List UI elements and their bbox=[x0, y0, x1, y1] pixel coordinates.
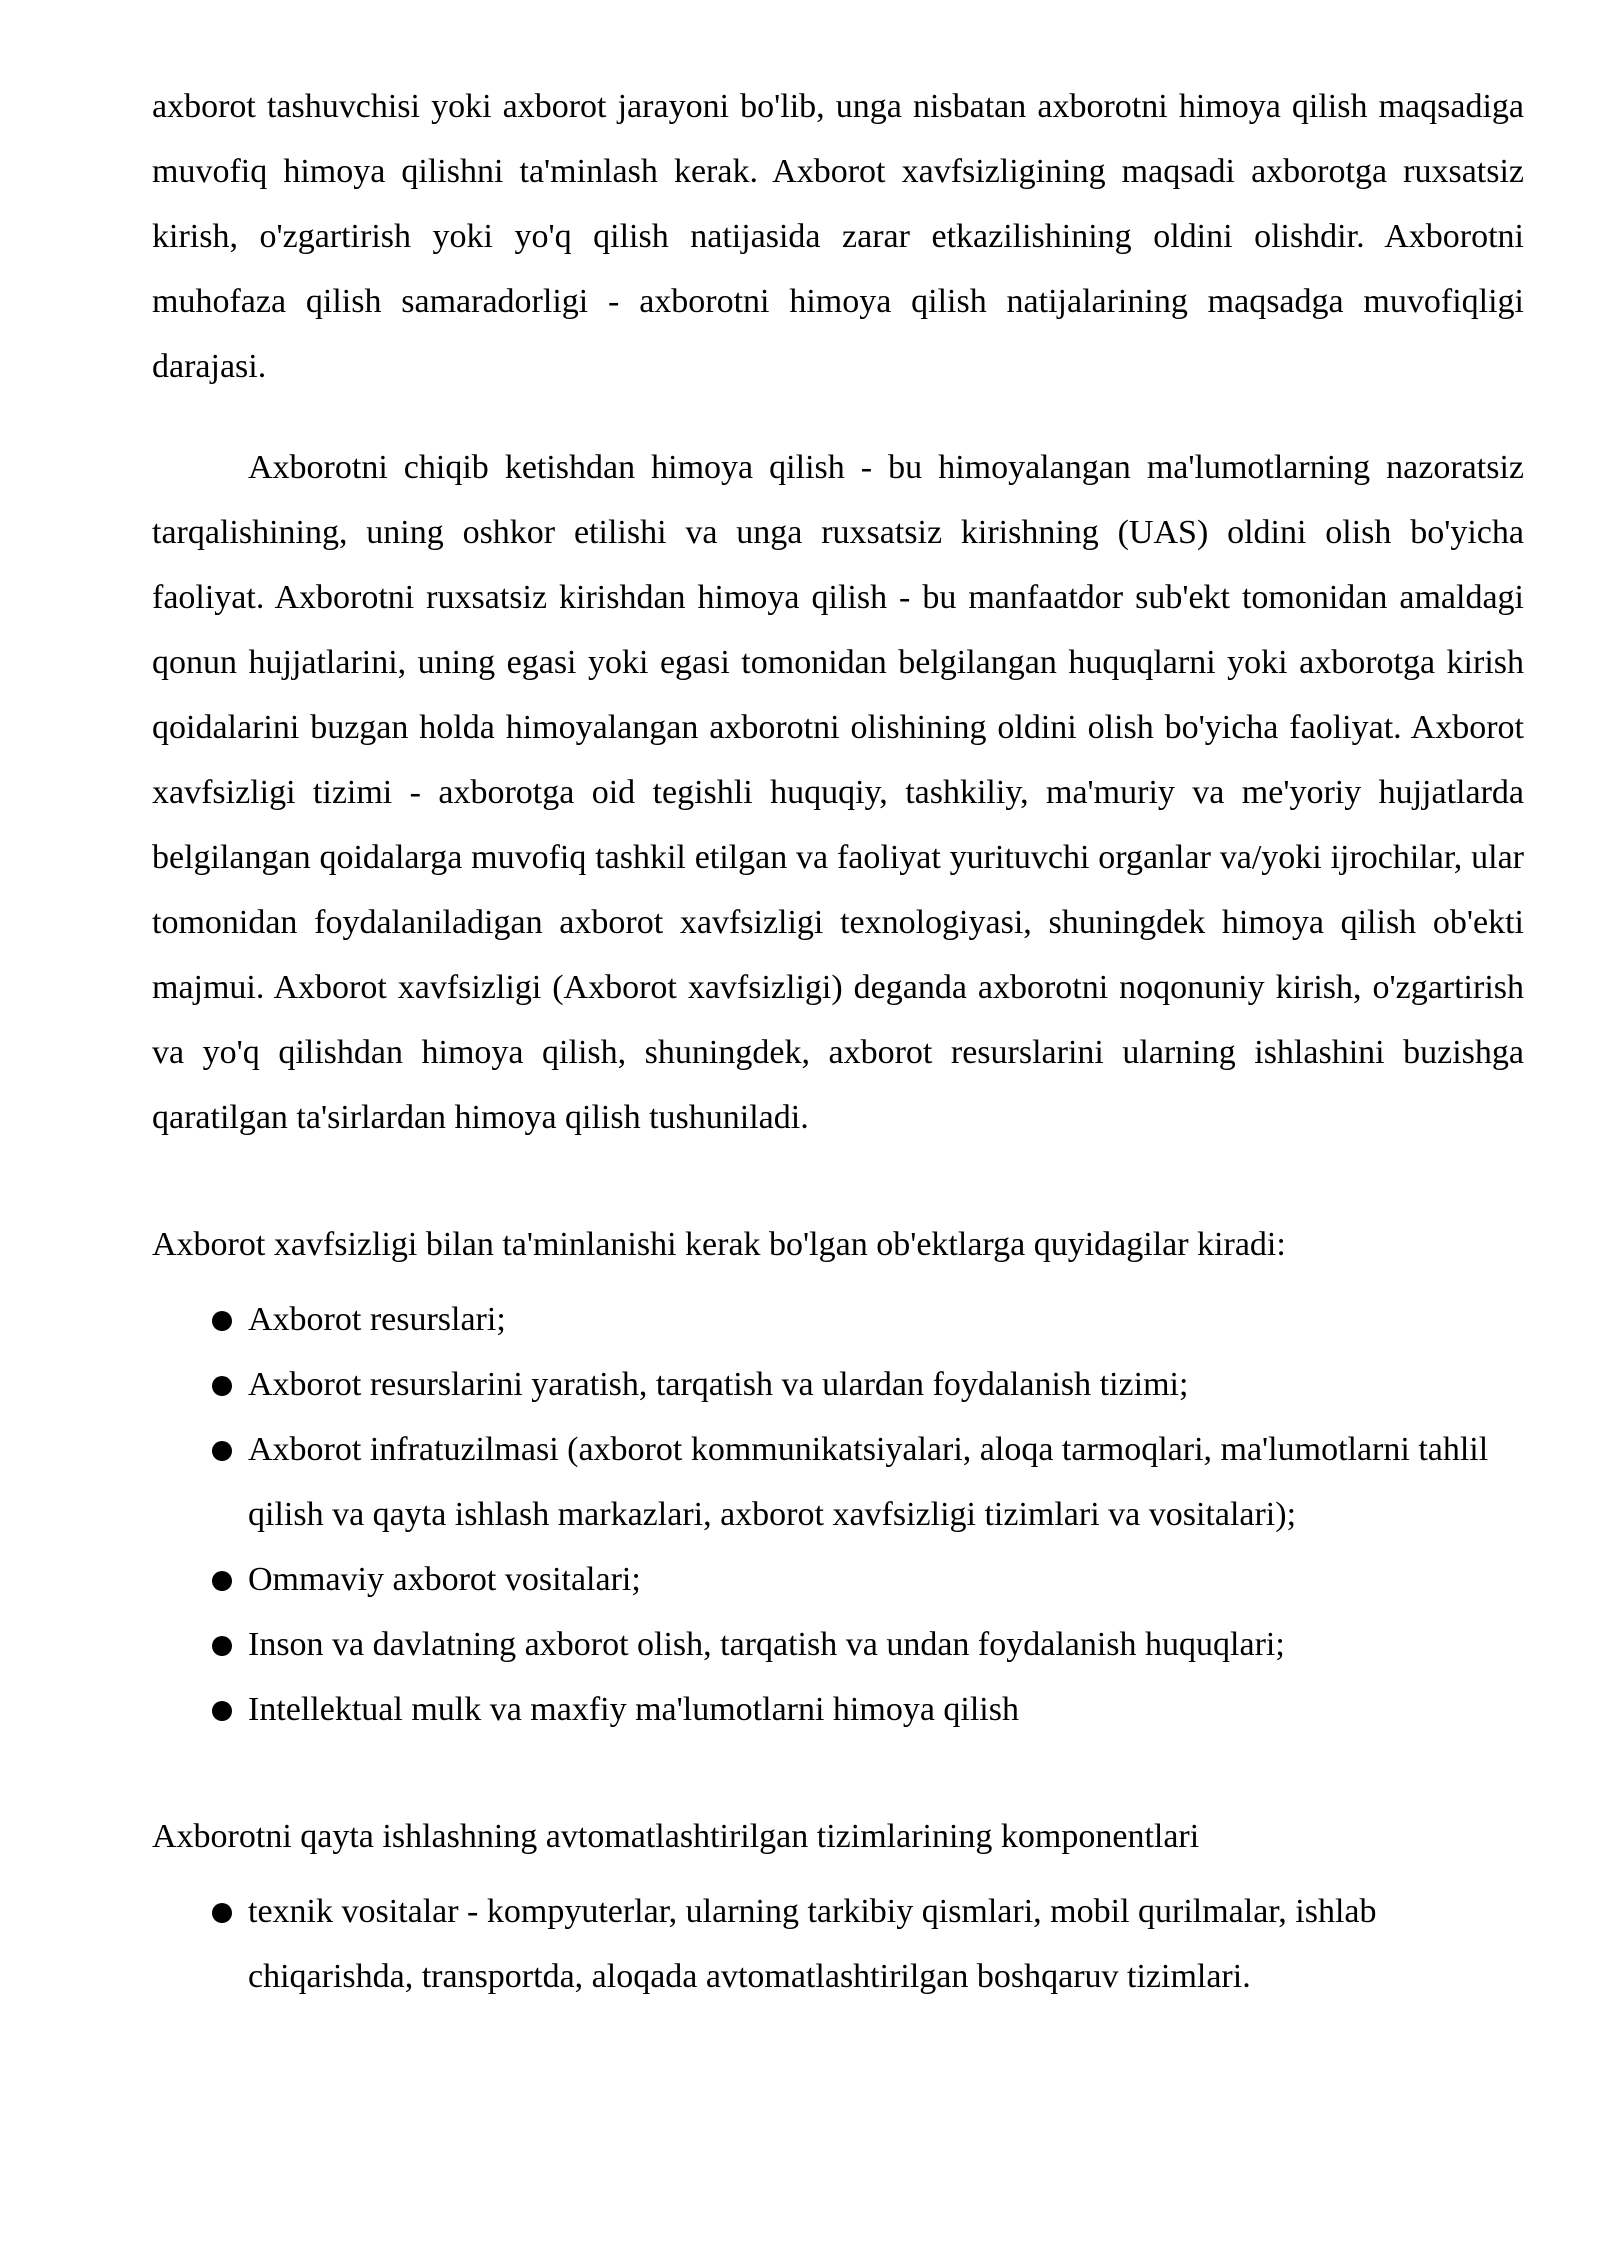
list-item-text: Axborot infratuzilmasi (axborot kommunikatsiyalari, aloqa tarmoqlari, ma'lumotlarni tahlil qilish va qayta ishlash markazlari, axborot xavfsizligi tizimlari va vositalari); bbox=[248, 1431, 1489, 1533]
bullet-dot-icon bbox=[212, 1311, 232, 1331]
list-item bbox=[248, 1352, 1524, 1417]
list-item bbox=[248, 1677, 1524, 1742]
list-item-text: texnik vositalar - kompyuterlar, ularning tarkibiy qismlari, mobil qurilmalar, ishlab chiqarishda, transportda, aloqada avtomatlashtirilgan boshqaruv tizimlari. bbox=[248, 1893, 1377, 1995]
paragraph-definitions: Axborotni chiqib ketishdan himoya qilish - bu himoyalangan ma'lumotlarning nazoratsiz tarqalishining, uning oshkor etilishi va unga ruxsatsiz kirishning (UAS) oldini olish bo'yicha faoliyat. Axborotni ruxsatsiz kirishdan himoya qilish - bu manfaatdor sub'ekt tomonidan amaldagi qonun hujjatlarini, uning egasi yoki egasi tomonidan belgilangan huquqlarni yoki axborotga kirish qoidalarini buzgan holda himoyalangan axborotni olishining oldini olish bo'yicha faoliyat. Axborot xavfsizligi tizimi - axborotga oid tegishli huquqiy, tashkiliy, ma'muriy va me'yoriy hujjatlarda belgilangan qoidalarga muvofiq tashkil etilgan va faoliyat yurituvchi organlar va/yoki ijrochilar, ular tomonidan foydalaniladigan axborot xavfsizligi texnologiyasi, shuningdek himoya qilish ob'ekti majmui. Axborot xavfsizligi (Axborot xavfsizligi) deganda axborotni noqonuniy kirish, o'zgartirish va yo'q qilishdan himoya qilish, shuningdek, axborot resurslarini ularning ishlashini buzishga qaratilgan ta'sirlardan himoya qilish tushuniladi. bbox=[152, 449, 1524, 1136]
list-item-text: Inson va davlatning axborot olish, tarqatish va undan foydalanish huquqlari; bbox=[248, 1626, 1285, 1663]
objects-bullet-list bbox=[152, 1287, 1524, 1742]
list-item-text: Axborot resurslari; bbox=[248, 1301, 506, 1338]
bullet-dot-icon bbox=[212, 1441, 232, 1461]
section-spacer bbox=[152, 1150, 1524, 1212]
list-item bbox=[248, 1547, 1524, 1612]
components-bullet-list bbox=[152, 1879, 1524, 2009]
bullet-dot-icon bbox=[212, 1636, 232, 1656]
section-heading-components: Axborotni qayta ishlashning avtomatlashtirilgan tizimlarining komponentlari bbox=[152, 1818, 1200, 1855]
list-item-text: Intellektual mulk va maxfiy ma'lumotlarni himoya qilish bbox=[248, 1691, 1019, 1728]
bullet-dot-icon bbox=[212, 1376, 232, 1396]
paragraph-intro: axborot tashuvchisi yoki axborot jarayoni bo'lib, unga nisbatan axborotni himoya qilish maqsadiga muvofiq himoya qilishni ta'minlash kerak. Axborot xavfsizligining maqsadi axborotga ruxsatsiz kirish, o'zgartirish yoki yo'q qilish natijasida zarar etkazilishining oldini olishdir. Axborotni muhofaza qilish samaradorligi - axborotni himoya qilish natijalarining maqsadga muvofiqligi darajasi. bbox=[152, 88, 1524, 385]
bullet-dot-icon bbox=[212, 1903, 232, 1923]
list-item bbox=[248, 1417, 1524, 1547]
list-item bbox=[248, 1287, 1524, 1352]
paragraph-spacer bbox=[152, 399, 1524, 435]
list-item-text: Axborot resurslarini yaratish, tarqatish va ulardan foydalanish tizimi; bbox=[248, 1366, 1189, 1403]
section-spacer bbox=[152, 1742, 1524, 1804]
document-page bbox=[152, 74, 1524, 2009]
list-item bbox=[248, 1879, 1524, 2009]
bullet-dot-icon bbox=[212, 1571, 232, 1591]
list-item bbox=[248, 1612, 1524, 1677]
section-heading-objects: Axborot xavfsizligi bilan ta'minlanishi kerak bo'lgan ob'ektlarga quyidagilar kiradi: bbox=[152, 1226, 1286, 1263]
bullet-dot-icon bbox=[212, 1701, 232, 1721]
list-item-text: Ommaviy axborot vositalari; bbox=[248, 1561, 641, 1598]
